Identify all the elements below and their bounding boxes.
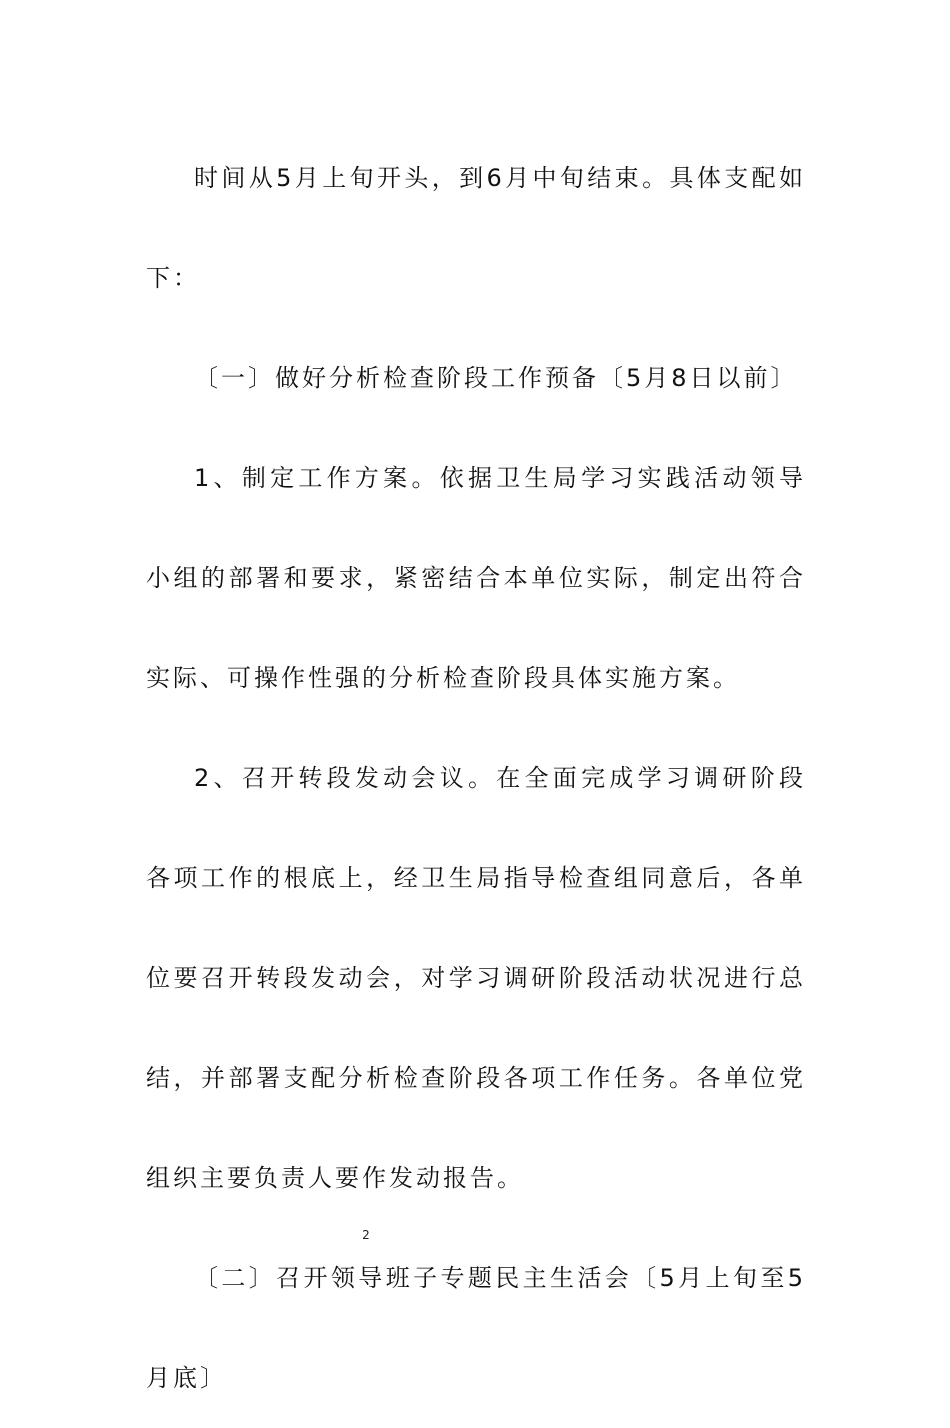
section-heading-1: 〔一〕做好分析检查阶段工作预备〔5月8日以前〕 [194, 364, 798, 392]
paragraph-item-1: 1、制定工作方案。依据卫生局学习实践活动领导小组的部署和要求，紧密结合本单位实际，制定出符合实际、可操作性强的分析检查阶段具体实施方案。 [146, 464, 806, 692]
section-heading-2: 〔二〕召开领导班子专题民主生活会〔5月上旬至5月底〕 [146, 1264, 806, 1392]
document-body [146, 128, 806, 1428]
page-number: 2 [362, 1228, 370, 1242]
paragraph-schedule: 时间从5月上旬开头，到6月中旬结束。具体支配如下： [146, 164, 806, 292]
paragraph-item-2: 2、召开转段发动会议。在全面完成学习调研阶段各项工作的根底上，经卫生局指导检查组同意后，各单位要召开转段发动会，对学习调研阶段活动状况进行总结，并部署支配分析检查阶段各项工作任务。各单位党组织主要负责人要作发动报告。 [146, 764, 806, 1192]
